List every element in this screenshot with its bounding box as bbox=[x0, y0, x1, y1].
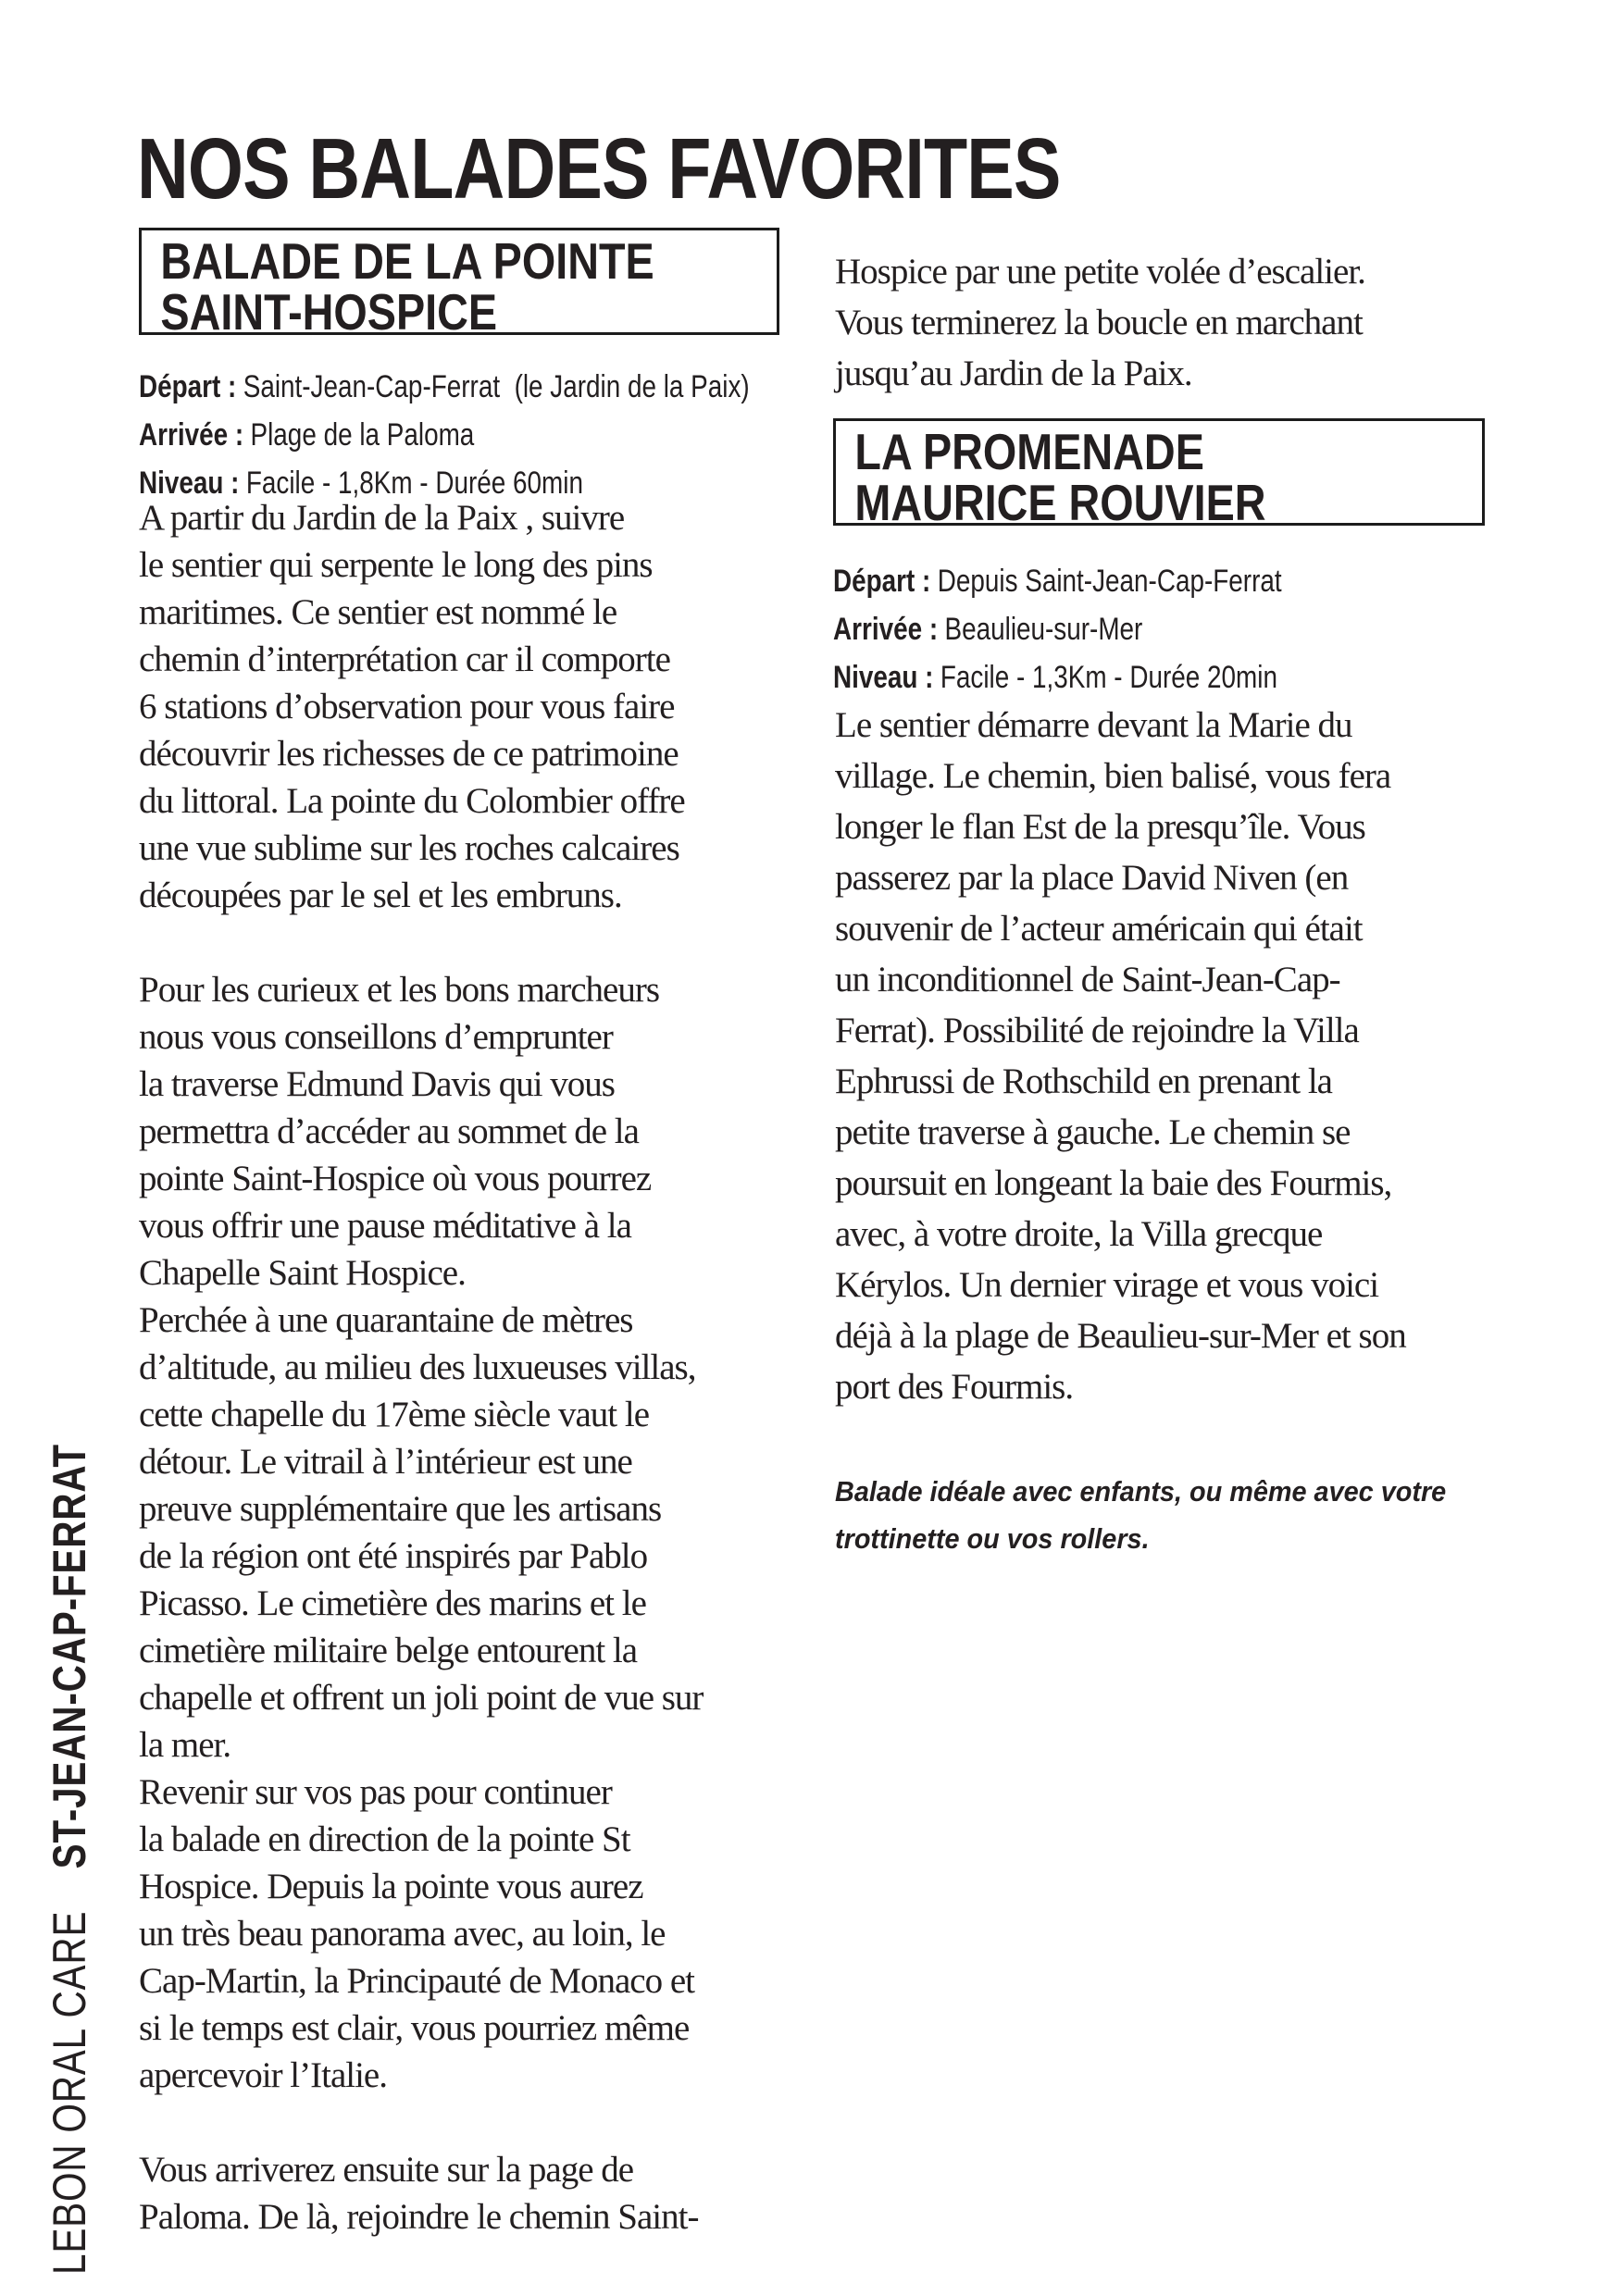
right-column-continuation bbox=[835, 246, 1511, 399]
walk-heading-line1: BALADE DE LA POINTE bbox=[160, 232, 654, 290]
meta-value: Depuis Saint-Jean-Cap-Ferrat bbox=[937, 564, 1282, 599]
spine-location-label: ST-JEAN-CAP-FERRAT bbox=[44, 1444, 95, 1869]
meta-label: Niveau : bbox=[139, 465, 240, 501]
meta-label: Arrivée : bbox=[833, 612, 939, 647]
page-title: NOS BALADES FAVORITES bbox=[137, 120, 1061, 217]
walk-heading-line2: SAINT-HOSPICE bbox=[160, 283, 498, 341]
spine-brand-label: LEBON ORAL CARE bbox=[44, 1910, 95, 2275]
paragraph: Pour les curieux et les bons marcheurs nous vous conseillons d’emprunter la traverse Edmund Davis qui vous permettra d’accéder au sommet de la pointe Saint-Hospice où vous pourrez vous offrir une pause méditative à la Chapelle Saint Hospice. Perchée à une quarantaine de mètres d’altitude, au milieu des luxueuses villas, cette chapelle du 17ème siècle vaut le détour. Le vitrail à l’intérieur est une preuve supplémentaire que les artisans de la région ont été inspirés par Pablo Picasso. Le cimetière des marins et le cimetière militaire belge entourent la chapelle et offrent un joli point de vue sur la mer. Revenir sur vos pas pour continuer la balade en direction de la pointe St Hospice. Depuis la pointe vous aurez un très beau panorama avec, au loin, le Cap-Martin, la Principauté de Monaco et si le temps est clair, vous pourriez même apercevoir l’Italie. bbox=[139, 970, 704, 2095]
meta-row-arrivee bbox=[833, 605, 1282, 653]
paragraph: Vous arriverez ensuite sur la page de Paloma. De là, rejoindre le chemin Saint- bbox=[139, 2150, 699, 2237]
paragraph: Le sentier démarre devant la Marie du village. Le chemin, bien balisé, vous fera longer le flan Est de la presqu’île. Vous passerez par la place David Niven (en souvenir de l’acteur américain qui était un inconditionnel de Saint-Jean-Cap- Ferrat). Possibilité de rejoindre la Villa Ephrussi de Rothschild en prenant la petite traverse à gauche. Le chemin se poursuit en longeant la baie des Fourmis, avec, à votre droite, la Villa grecque Kérylos. Un dernier virage et vous voici déjà à la plage de Beaulieu-sur-Mer et son port des Fourmis. bbox=[835, 705, 1406, 1407]
walk-meta-left bbox=[139, 363, 750, 507]
meta-row-arrivee bbox=[139, 411, 750, 459]
meta-value: Facile - 1,3Km - Durée 20min bbox=[940, 660, 1277, 695]
paragraph: Hospice par une petite volée d’escalier. Vous terminerez la boucle en marchant jusqu’au Jardin de la Paix. bbox=[835, 252, 1365, 393]
meta-label: Niveau : bbox=[833, 660, 934, 695]
meta-label: Arrivée : bbox=[139, 417, 244, 453]
meta-row-niveau bbox=[833, 653, 1282, 701]
left-column bbox=[139, 494, 852, 2240]
meta-row-depart bbox=[139, 363, 750, 411]
meta-value: Saint-Jean-Cap-Ferrat (le Jardin de la Paix) bbox=[243, 369, 750, 404]
walk-heading-box-promenade-maurice-rouvier bbox=[833, 418, 1485, 531]
meta-row-depart bbox=[833, 557, 1282, 605]
walk-heading-box-pointe-saint-hospice bbox=[139, 228, 779, 341]
spine-text bbox=[46, 1444, 93, 2275]
meta-value: Plage de la Paloma bbox=[250, 417, 475, 453]
walk-heading-text bbox=[836, 421, 1385, 531]
meta-value: Facile - 1,8Km - Durée 60min bbox=[245, 465, 583, 501]
paragraph: A partir du Jardin de la Paix , suivre le sentier qui serpente le long des pins maritimes. Ce sentier est nommé le chemin d’interprétation car il comporte 6 stations d’observation pour vous faire découvrir les richesses de ce patrimoine du littoral. La pointe du Colombier offre une vue sublime sur les roches calcaires découpées par le sel et les embruns. bbox=[139, 498, 685, 915]
walk-meta-right bbox=[833, 557, 1282, 701]
meta-label: Départ : bbox=[139, 369, 237, 404]
walk-heading-line2: MAURICE ROUVIER bbox=[854, 474, 1266, 531]
right-column bbox=[835, 700, 1511, 1412]
meta-label: Départ : bbox=[833, 564, 931, 599]
walk-heading-line1: LA PROMENADE bbox=[854, 423, 1204, 480]
advice-note: Balade idéale avec enfants, ou même avec votre trottinette ou vos rollers. bbox=[835, 1475, 1447, 1555]
meta-value: Beaulieu-sur-Mer bbox=[944, 612, 1143, 647]
walk-heading-text bbox=[142, 230, 681, 341]
